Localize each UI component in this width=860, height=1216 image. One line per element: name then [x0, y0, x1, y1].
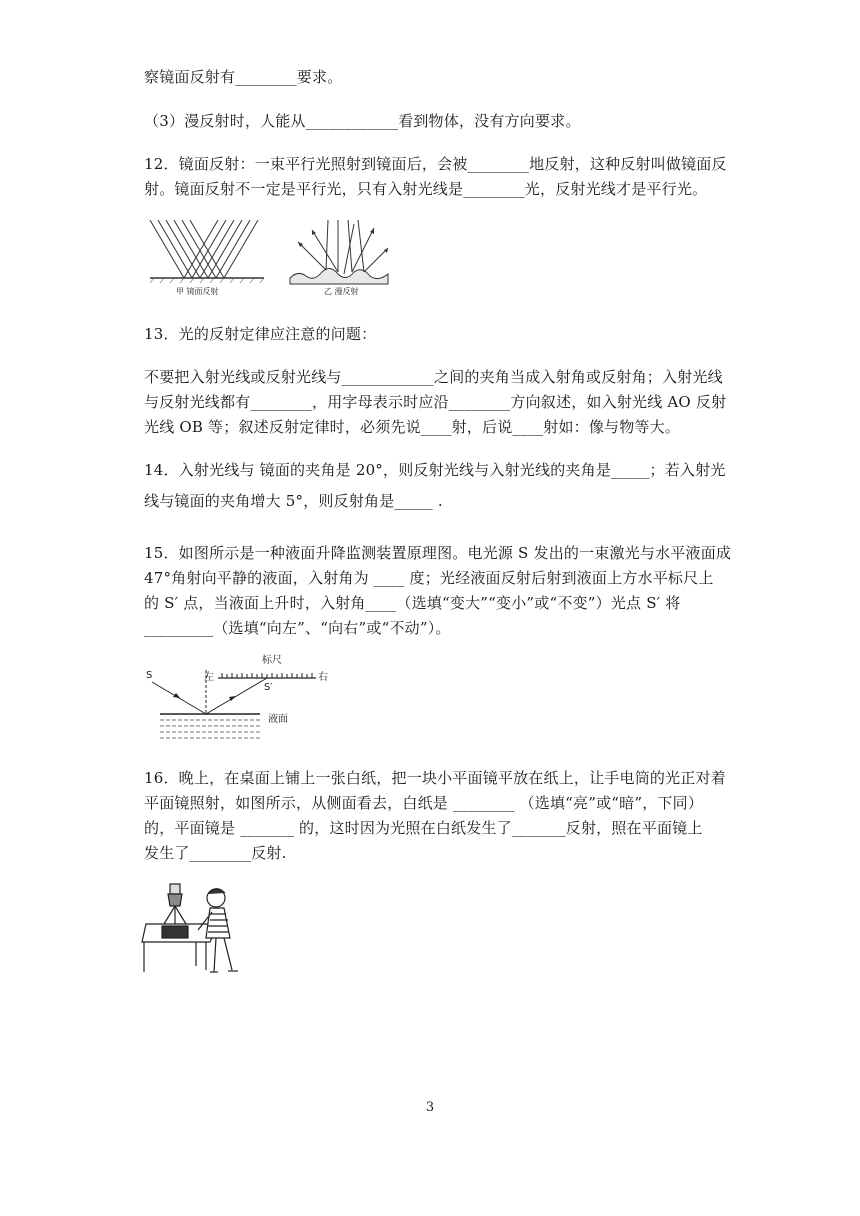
left-label: 左 [204, 672, 214, 683]
text-line-5: 13．光的反射定律应注意的问题： [144, 325, 377, 343]
diffuse-label: 乙 漫反射 [324, 287, 359, 296]
right-label: 右 [318, 672, 328, 683]
scale-label: 标尺 [262, 655, 282, 666]
flashlight-illustration [140, 880, 250, 980]
text-line-9: 14．入射光线与 镜面的夹角是 20°，则反射光线与入射光线的夹角是_____；若入射光 [144, 461, 726, 479]
text-line-4: 射。镜面反射不一定是平行光，只有入射光线是________光，反射光线才是平行光。 [144, 180, 708, 198]
text-line-14: _________（选填“向左”、“向右”或“不动”）。 [144, 619, 451, 637]
text-line-18: 发生了________反射. [144, 844, 287, 862]
liquid-level-diagram [140, 650, 340, 742]
text-line-10: 线与镜面的夹角增大 5°，则反射角是_____ . [144, 492, 443, 510]
specular-label: 甲 镜面反射 [176, 287, 219, 296]
page-number: 3 [425, 1100, 435, 1115]
text-line-17: 的，平面镜是 _______ 的，这时因为光照在白纸发生了_______反射，照在平面镜上 [144, 819, 703, 837]
text-line-1: 察镜面反射有________要求。 [144, 68, 343, 86]
text-line-7: 与反射光线都有________，用字母表示时应沿________方向叙述，如入射光线 AO 反射 [144, 393, 727, 411]
sprime-label: S′ [264, 682, 273, 693]
text-line-12: 47°角射向平静的液面，入射角为 ____ 度；光经液面反射后射到液面上方水平标尺上 [144, 569, 714, 587]
source-s-label: S [146, 670, 153, 681]
text-line-15: 16．晚上，在桌面上铺上一张白纸，把一块小平面镜平放在纸上，让手电筒的光正对着 [144, 769, 726, 787]
reflection-diagram [144, 212, 404, 298]
text-line-2: （3）漫反射时，人能从____________看到物体，没有方向要求。 [144, 112, 581, 130]
text-line-6: 不要把入射光线或反射光线与____________之间的夹角当成入射角或反射角；入射光线 [144, 368, 723, 386]
text-line-8: 光线 OB 等；叙述反射定律时，必须先说____射，后说____射如：像与物等大。 [144, 418, 681, 436]
text-line-3: 12．镜面反射：一束平行光照射到镜面后，会被________地反射，这种反射叫做镜面反 [144, 155, 727, 173]
liquid-label: 液面 [268, 714, 288, 725]
text-line-11: 15．如图所示是一种液面升降监测装置原理图。电光源 S 发出的一束激光与水平液面成 [144, 544, 732, 562]
text-line-16: 平面镜照射，如图所示，从侧面看去，白纸是 ________ （选填“亮”或“暗”，下同） [144, 794, 704, 812]
text-line-13: 的 S′ 点，当液面上升时，入射角____（选填“变大”“变小”或“不变”）光点 S′ 将 [144, 594, 681, 612]
